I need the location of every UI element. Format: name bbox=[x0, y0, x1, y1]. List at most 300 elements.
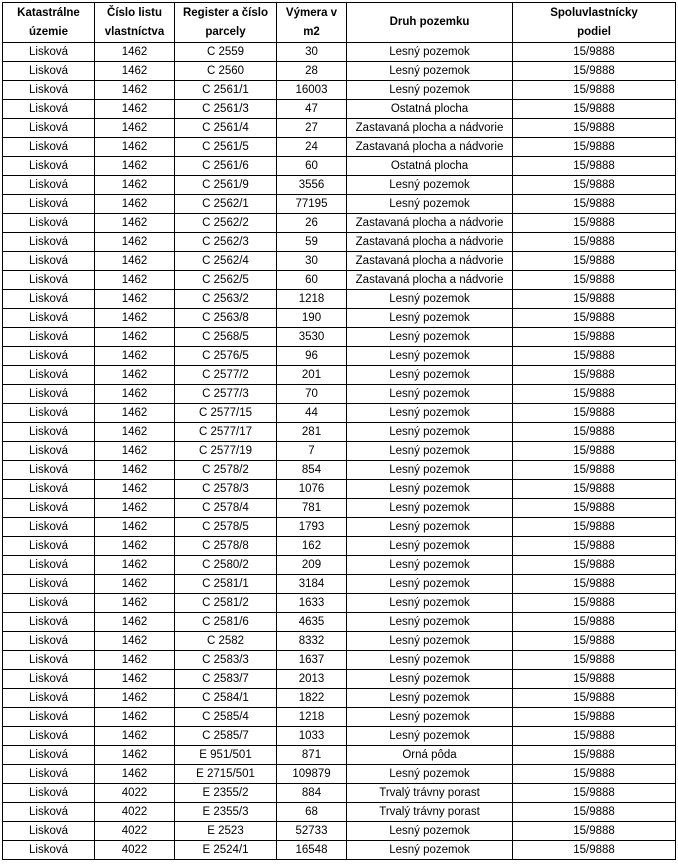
table-row bbox=[3, 43, 676, 62]
ownership-sheet-cell: 1462 bbox=[95, 632, 175, 651]
table-row bbox=[3, 556, 676, 575]
cadastral-area-cell: Lisková bbox=[3, 518, 95, 537]
ownership-sheet-cell: 1462 bbox=[95, 423, 175, 442]
header-text-line: Register a číslo bbox=[182, 6, 268, 19]
land-type-cell: Zastavaná plocha a nádvorie bbox=[347, 252, 513, 271]
table-row bbox=[3, 271, 676, 290]
table-row bbox=[3, 100, 676, 119]
area-cell: 68 bbox=[277, 803, 347, 822]
cadastral-area-cell: Lisková bbox=[3, 100, 95, 119]
header-text-line: Číslo listu bbox=[107, 6, 162, 19]
cadastral-area-cell: Lisková bbox=[3, 632, 95, 651]
share-cell: 15/9888 bbox=[513, 518, 676, 537]
land-type-cell: Lesný pozemok bbox=[347, 822, 513, 841]
share-cell: 15/9888 bbox=[513, 556, 676, 575]
cadastral-area-cell: Lisková bbox=[3, 138, 95, 157]
table-row bbox=[3, 214, 676, 233]
share-cell: 15/9888 bbox=[513, 404, 676, 423]
share-cell: 15/9888 bbox=[513, 138, 676, 157]
area-cell: 26 bbox=[277, 214, 347, 233]
parcel-number-cell: C 2559 bbox=[175, 43, 277, 62]
land-type-cell: Lesný pozemok bbox=[347, 195, 513, 214]
share-cell: 15/9888 bbox=[513, 214, 676, 233]
land-type-cell: Lesný pozemok bbox=[347, 765, 513, 784]
table-row bbox=[3, 841, 676, 860]
ownership-sheet-cell: 1462 bbox=[95, 252, 175, 271]
header-text-line: m2 bbox=[303, 25, 320, 38]
col-cadastral-area-header bbox=[3, 3, 95, 43]
table-row bbox=[3, 81, 676, 100]
table-row bbox=[3, 708, 676, 727]
table-row bbox=[3, 347, 676, 366]
table-row bbox=[3, 366, 676, 385]
parcel-number-cell: E 2355/3 bbox=[175, 803, 277, 822]
land-type-cell: Lesný pozemok bbox=[347, 575, 513, 594]
ownership-sheet-cell: 1462 bbox=[95, 43, 175, 62]
land-type-cell: Lesný pozemok bbox=[347, 442, 513, 461]
area-cell: 70 bbox=[277, 385, 347, 404]
area-cell: 60 bbox=[277, 271, 347, 290]
table-row bbox=[3, 461, 676, 480]
parcel-number-cell: C 2577/17 bbox=[175, 423, 277, 442]
area-cell: 781 bbox=[277, 499, 347, 518]
cadastral-area-cell: Lisková bbox=[3, 233, 95, 252]
share-cell: 15/9888 bbox=[513, 537, 676, 556]
ownership-sheet-cell: 1462 bbox=[95, 81, 175, 100]
share-cell: 15/9888 bbox=[513, 43, 676, 62]
land-type-cell: Lesný pozemok bbox=[347, 290, 513, 309]
cadastral-area-cell: Lisková bbox=[3, 594, 95, 613]
share-cell: 15/9888 bbox=[513, 233, 676, 252]
table-row bbox=[3, 176, 676, 195]
parcel-number-cell: C 2562/5 bbox=[175, 271, 277, 290]
share-cell: 15/9888 bbox=[513, 423, 676, 442]
table-row bbox=[3, 537, 676, 556]
parcel-number-cell: C 2561/6 bbox=[175, 157, 277, 176]
area-cell: 201 bbox=[277, 366, 347, 385]
parcel-number-cell: C 2561/3 bbox=[175, 100, 277, 119]
land-type-cell: Zastavaná plocha a nádvorie bbox=[347, 119, 513, 138]
parcel-number-cell: C 2578/4 bbox=[175, 499, 277, 518]
land-type-cell: Lesný pozemok bbox=[347, 651, 513, 670]
cadastral-area-cell: Lisková bbox=[3, 328, 95, 347]
table-row bbox=[3, 765, 676, 784]
share-cell: 15/9888 bbox=[513, 347, 676, 366]
ownership-sheet-cell: 1462 bbox=[95, 651, 175, 670]
ownership-sheet-cell: 1462 bbox=[95, 309, 175, 328]
area-cell: 28 bbox=[277, 62, 347, 81]
share-cell: 15/9888 bbox=[513, 290, 676, 309]
area-cell: 2013 bbox=[277, 670, 347, 689]
parcel-number-cell: C 2562/1 bbox=[175, 195, 277, 214]
table-row bbox=[3, 784, 676, 803]
area-cell: 30 bbox=[277, 43, 347, 62]
share-cell: 15/9888 bbox=[513, 480, 676, 499]
parcel-number-cell: E 951/501 bbox=[175, 746, 277, 765]
parcel-number-cell: C 2585/4 bbox=[175, 708, 277, 727]
table-row bbox=[3, 727, 676, 746]
table-row bbox=[3, 613, 676, 632]
table-row bbox=[3, 62, 676, 81]
ownership-sheet-cell: 1462 bbox=[95, 613, 175, 632]
ownership-sheet-cell: 1462 bbox=[95, 746, 175, 765]
area-cell: 44 bbox=[277, 404, 347, 423]
ownership-sheet-cell: 1462 bbox=[95, 499, 175, 518]
share-cell: 15/9888 bbox=[513, 689, 676, 708]
land-type-cell: Lesný pozemok bbox=[347, 480, 513, 499]
land-type-cell: Lesný pozemok bbox=[347, 537, 513, 556]
area-cell: 16548 bbox=[277, 841, 347, 860]
cadastral-area-cell: Lisková bbox=[3, 195, 95, 214]
area-cell: 3530 bbox=[277, 328, 347, 347]
land-type-cell: Lesný pozemok bbox=[347, 708, 513, 727]
parcel-number-cell: C 2563/8 bbox=[175, 309, 277, 328]
land-type-cell: Zastavaná plocha a nádvorie bbox=[347, 271, 513, 290]
header-text-line: parcely bbox=[205, 25, 246, 38]
share-cell: 15/9888 bbox=[513, 328, 676, 347]
header-text-line: Výmera v bbox=[285, 6, 338, 19]
share-cell: 15/9888 bbox=[513, 119, 676, 138]
cadastral-area-cell: Lisková bbox=[3, 442, 95, 461]
ownership-sheet-cell: 1462 bbox=[95, 385, 175, 404]
land-type-cell: Lesný pozemok bbox=[347, 385, 513, 404]
area-cell: 3184 bbox=[277, 575, 347, 594]
land-type-cell: Lesný pozemok bbox=[347, 518, 513, 537]
table-row bbox=[3, 423, 676, 442]
parcel-number-cell: E 2524/1 bbox=[175, 841, 277, 860]
parcel-number-cell: C 2560 bbox=[175, 62, 277, 81]
cadastral-area-cell: Lisková bbox=[3, 746, 95, 765]
land-type-cell: Lesný pozemok bbox=[347, 423, 513, 442]
parcel-number-cell: C 2561/5 bbox=[175, 138, 277, 157]
area-cell: 24 bbox=[277, 138, 347, 157]
parcel-number-cell: C 2562/4 bbox=[175, 252, 277, 271]
share-cell: 15/9888 bbox=[513, 252, 676, 271]
land-type-cell: Lesný pozemok bbox=[347, 328, 513, 347]
land-type-cell: Lesný pozemok bbox=[347, 499, 513, 518]
parcel-number-cell: C 2578/8 bbox=[175, 537, 277, 556]
land-type-cell: Lesný pozemok bbox=[347, 613, 513, 632]
area-cell: 109879 bbox=[277, 765, 347, 784]
cadastral-area-cell: Lisková bbox=[3, 689, 95, 708]
share-cell: 15/9888 bbox=[513, 670, 676, 689]
parcel-number-cell: C 2577/3 bbox=[175, 385, 277, 404]
header-text-line: vlastníctva bbox=[104, 25, 165, 38]
col-ownership-sheet-header bbox=[95, 3, 175, 43]
area-cell: 1633 bbox=[277, 594, 347, 613]
table-row bbox=[3, 290, 676, 309]
share-cell: 15/9888 bbox=[513, 176, 676, 195]
table-row bbox=[3, 233, 676, 252]
parcel-number-cell: C 2581/2 bbox=[175, 594, 277, 613]
area-cell: 27 bbox=[277, 119, 347, 138]
parcel-number-cell: C 2576/5 bbox=[175, 347, 277, 366]
ownership-sheet-cell: 1462 bbox=[95, 442, 175, 461]
ownership-sheet-cell: 1462 bbox=[95, 347, 175, 366]
land-type-cell: Lesný pozemok bbox=[347, 366, 513, 385]
table-row bbox=[3, 499, 676, 518]
area-cell: 3556 bbox=[277, 176, 347, 195]
col-land-type-header bbox=[347, 3, 513, 43]
cadastral-area-cell: Lisková bbox=[3, 62, 95, 81]
cadastral-area-cell: Lisková bbox=[3, 537, 95, 556]
header-text-line: územie bbox=[29, 25, 68, 38]
table-row bbox=[3, 157, 676, 176]
cadastral-area-cell: Lisková bbox=[3, 309, 95, 328]
share-cell: 15/9888 bbox=[513, 594, 676, 613]
area-cell: 1822 bbox=[277, 689, 347, 708]
cadastral-area-cell: Lisková bbox=[3, 366, 95, 385]
parcel-number-cell: C 2580/2 bbox=[175, 556, 277, 575]
land-type-cell: Lesný pozemok bbox=[347, 556, 513, 575]
share-cell: 15/9888 bbox=[513, 62, 676, 81]
ownership-sheet-cell: 4022 bbox=[95, 841, 175, 860]
parcel-number-cell: C 2561/1 bbox=[175, 81, 277, 100]
cadastral-area-cell: Lisková bbox=[3, 271, 95, 290]
share-cell: 15/9888 bbox=[513, 461, 676, 480]
parcel-number-cell: C 2568/5 bbox=[175, 328, 277, 347]
share-cell: 15/9888 bbox=[513, 442, 676, 461]
parcel-number-cell: C 2577/15 bbox=[175, 404, 277, 423]
area-cell: 30 bbox=[277, 252, 347, 271]
cadastral-area-cell: Lisková bbox=[3, 81, 95, 100]
area-cell: 190 bbox=[277, 309, 347, 328]
table-row bbox=[3, 252, 676, 271]
table-row bbox=[3, 442, 676, 461]
ownership-sheet-cell: 1462 bbox=[95, 195, 175, 214]
table-row bbox=[3, 632, 676, 651]
cadastral-area-cell: Lisková bbox=[3, 765, 95, 784]
ownership-sheet-cell: 1462 bbox=[95, 157, 175, 176]
ownership-sheet-cell: 1462 bbox=[95, 670, 175, 689]
parcel-number-cell: E 2715/501 bbox=[175, 765, 277, 784]
share-cell: 15/9888 bbox=[513, 81, 676, 100]
share-cell: 15/9888 bbox=[513, 575, 676, 594]
area-cell: 281 bbox=[277, 423, 347, 442]
parcel-number-cell: C 2582 bbox=[175, 632, 277, 651]
ownership-sheet-cell: 1462 bbox=[95, 404, 175, 423]
cadastral-area-cell: Lisková bbox=[3, 708, 95, 727]
cadastral-area-cell: Lisková bbox=[3, 784, 95, 803]
ownership-sheet-cell: 4022 bbox=[95, 784, 175, 803]
ownership-sheet-cell: 1462 bbox=[95, 233, 175, 252]
ownership-sheet-cell: 1462 bbox=[95, 708, 175, 727]
ownership-sheet-cell: 1462 bbox=[95, 689, 175, 708]
cadastral-area-cell: Lisková bbox=[3, 480, 95, 499]
area-cell: 96 bbox=[277, 347, 347, 366]
cadastral-area-cell: Lisková bbox=[3, 727, 95, 746]
area-cell: 1793 bbox=[277, 518, 347, 537]
ownership-sheet-cell: 1462 bbox=[95, 461, 175, 480]
area-cell: 59 bbox=[277, 233, 347, 252]
header-text-line: Katastrálne bbox=[17, 6, 80, 19]
land-type-cell: Zastavaná plocha a nádvorie bbox=[347, 214, 513, 233]
ownership-sheet-cell: 1462 bbox=[95, 328, 175, 347]
share-cell: 15/9888 bbox=[513, 385, 676, 404]
cadastral-area-cell: Lisková bbox=[3, 575, 95, 594]
ownership-sheet-cell: 1462 bbox=[95, 727, 175, 746]
land-type-cell: Orná pôda bbox=[347, 746, 513, 765]
col-parcel-register-header bbox=[175, 3, 277, 43]
land-type-cell: Lesný pozemok bbox=[347, 81, 513, 100]
ownership-sheet-cell: 1462 bbox=[95, 556, 175, 575]
land-type-cell: Lesný pozemok bbox=[347, 43, 513, 62]
table-row bbox=[3, 328, 676, 347]
table-row bbox=[3, 518, 676, 537]
parcel-number-cell: C 2584/1 bbox=[175, 689, 277, 708]
parcel-number-cell: C 2562/3 bbox=[175, 233, 277, 252]
land-type-cell: Lesný pozemok bbox=[347, 632, 513, 651]
land-type-cell: Lesný pozemok bbox=[347, 670, 513, 689]
ownership-sheet-cell: 1462 bbox=[95, 575, 175, 594]
table-row bbox=[3, 385, 676, 404]
ownership-sheet-cell: 1462 bbox=[95, 271, 175, 290]
share-cell: 15/9888 bbox=[513, 784, 676, 803]
land-type-cell: Zastavaná plocha a nádvorie bbox=[347, 233, 513, 252]
table-row bbox=[3, 195, 676, 214]
table-row bbox=[3, 404, 676, 423]
table-row bbox=[3, 119, 676, 138]
cadastral-area-cell: Lisková bbox=[3, 214, 95, 233]
land-type-cell: Lesný pozemok bbox=[347, 841, 513, 860]
land-type-cell: Lesný pozemok bbox=[347, 594, 513, 613]
parcel-number-cell: C 2562/2 bbox=[175, 214, 277, 233]
cadastral-area-cell: Lisková bbox=[3, 822, 95, 841]
land-type-cell: Lesný pozemok bbox=[347, 404, 513, 423]
ownership-sheet-cell: 1462 bbox=[95, 765, 175, 784]
header-text-line: Druh pozemku bbox=[389, 16, 470, 28]
ownership-sheet-cell: 1462 bbox=[95, 214, 175, 233]
area-cell: 1033 bbox=[277, 727, 347, 746]
cadastral-area-cell: Lisková bbox=[3, 385, 95, 404]
area-cell: 854 bbox=[277, 461, 347, 480]
area-cell: 209 bbox=[277, 556, 347, 575]
col-area-m2-header bbox=[277, 3, 347, 43]
share-cell: 15/9888 bbox=[513, 803, 676, 822]
parcel-number-cell: C 2581/1 bbox=[175, 575, 277, 594]
ownership-sheet-cell: 1462 bbox=[95, 119, 175, 138]
ownership-sheet-cell: 1462 bbox=[95, 537, 175, 556]
table-row bbox=[3, 575, 676, 594]
table-row bbox=[3, 822, 676, 841]
land-type-cell: Lesný pozemok bbox=[347, 727, 513, 746]
cadastral-area-cell: Lisková bbox=[3, 404, 95, 423]
area-cell: 1218 bbox=[277, 708, 347, 727]
area-cell: 1218 bbox=[277, 290, 347, 309]
area-cell: 47 bbox=[277, 100, 347, 119]
land-type-cell: Lesný pozemok bbox=[347, 309, 513, 328]
parcel-table bbox=[2, 2, 676, 860]
parcel-number-cell: C 2581/6 bbox=[175, 613, 277, 632]
cadastral-area-cell: Lisková bbox=[3, 670, 95, 689]
land-type-cell: Ostatná plocha bbox=[347, 157, 513, 176]
cadastral-area-cell: Lisková bbox=[3, 461, 95, 480]
area-cell: 1637 bbox=[277, 651, 347, 670]
cadastral-area-cell: Lisková bbox=[3, 803, 95, 822]
share-cell: 15/9888 bbox=[513, 271, 676, 290]
cadastral-area-cell: Lisková bbox=[3, 43, 95, 62]
cadastral-area-cell: Lisková bbox=[3, 119, 95, 138]
land-type-cell: Lesný pozemok bbox=[347, 62, 513, 81]
area-cell: 4635 bbox=[277, 613, 347, 632]
parcel-number-cell: C 2578/3 bbox=[175, 480, 277, 499]
table-header bbox=[3, 3, 676, 43]
table-row bbox=[3, 594, 676, 613]
table-row bbox=[3, 670, 676, 689]
land-type-cell: Trvalý trávny porast bbox=[347, 784, 513, 803]
cadastral-area-cell: Lisková bbox=[3, 290, 95, 309]
land-type-cell: Lesný pozemok bbox=[347, 461, 513, 480]
table-row bbox=[3, 309, 676, 328]
parcel-number-cell: C 2577/2 bbox=[175, 366, 277, 385]
ownership-sheet-cell: 1462 bbox=[95, 100, 175, 119]
area-cell: 77195 bbox=[277, 195, 347, 214]
table-body bbox=[3, 43, 676, 860]
area-cell: 884 bbox=[277, 784, 347, 803]
col-co-ownership-share-header bbox=[513, 3, 676, 43]
header-row bbox=[3, 3, 676, 43]
area-cell: 8332 bbox=[277, 632, 347, 651]
table-row bbox=[3, 803, 676, 822]
parcel-number-cell: C 2583/3 bbox=[175, 651, 277, 670]
parcel-number-cell: C 2561/4 bbox=[175, 119, 277, 138]
area-cell: 16003 bbox=[277, 81, 347, 100]
ownership-sheet-cell: 4022 bbox=[95, 803, 175, 822]
table-row bbox=[3, 138, 676, 157]
table-row bbox=[3, 689, 676, 708]
header-text-line: podiel bbox=[577, 25, 611, 38]
area-cell: 162 bbox=[277, 537, 347, 556]
area-cell: 1076 bbox=[277, 480, 347, 499]
cadastral-area-cell: Lisková bbox=[3, 157, 95, 176]
parcel-number-cell: C 2578/5 bbox=[175, 518, 277, 537]
cadastral-area-cell: Lisková bbox=[3, 176, 95, 195]
cadastral-area-cell: Lisková bbox=[3, 556, 95, 575]
cadastral-area-cell: Lisková bbox=[3, 841, 95, 860]
table-row bbox=[3, 651, 676, 670]
ownership-sheet-cell: 1462 bbox=[95, 290, 175, 309]
share-cell: 15/9888 bbox=[513, 841, 676, 860]
parcel-number-cell: C 2561/9 bbox=[175, 176, 277, 195]
share-cell: 15/9888 bbox=[513, 765, 676, 784]
land-type-cell: Lesný pozemok bbox=[347, 347, 513, 366]
share-cell: 15/9888 bbox=[513, 632, 676, 651]
cadastral-area-cell: Lisková bbox=[3, 423, 95, 442]
table-row bbox=[3, 480, 676, 499]
share-cell: 15/9888 bbox=[513, 708, 676, 727]
share-cell: 15/9888 bbox=[513, 157, 676, 176]
share-cell: 15/9888 bbox=[513, 822, 676, 841]
table-row bbox=[3, 746, 676, 765]
cadastral-area-cell: Lisková bbox=[3, 613, 95, 632]
parcel-number-cell: C 2563/2 bbox=[175, 290, 277, 309]
share-cell: 15/9888 bbox=[513, 499, 676, 518]
share-cell: 15/9888 bbox=[513, 727, 676, 746]
share-cell: 15/9888 bbox=[513, 309, 676, 328]
header-text-line: Spoluvlastnícky bbox=[550, 6, 638, 19]
share-cell: 15/9888 bbox=[513, 746, 676, 765]
share-cell: 15/9888 bbox=[513, 195, 676, 214]
land-type-cell: Trvalý trávny porast bbox=[347, 803, 513, 822]
share-cell: 15/9888 bbox=[513, 651, 676, 670]
area-cell: 52733 bbox=[277, 822, 347, 841]
ownership-sheet-cell: 1462 bbox=[95, 594, 175, 613]
area-cell: 7 bbox=[277, 442, 347, 461]
parcel-number-cell: E 2355/2 bbox=[175, 784, 277, 803]
land-type-cell: Lesný pozemok bbox=[347, 176, 513, 195]
parcel-number-cell: C 2585/7 bbox=[175, 727, 277, 746]
ownership-sheet-cell: 1462 bbox=[95, 62, 175, 81]
